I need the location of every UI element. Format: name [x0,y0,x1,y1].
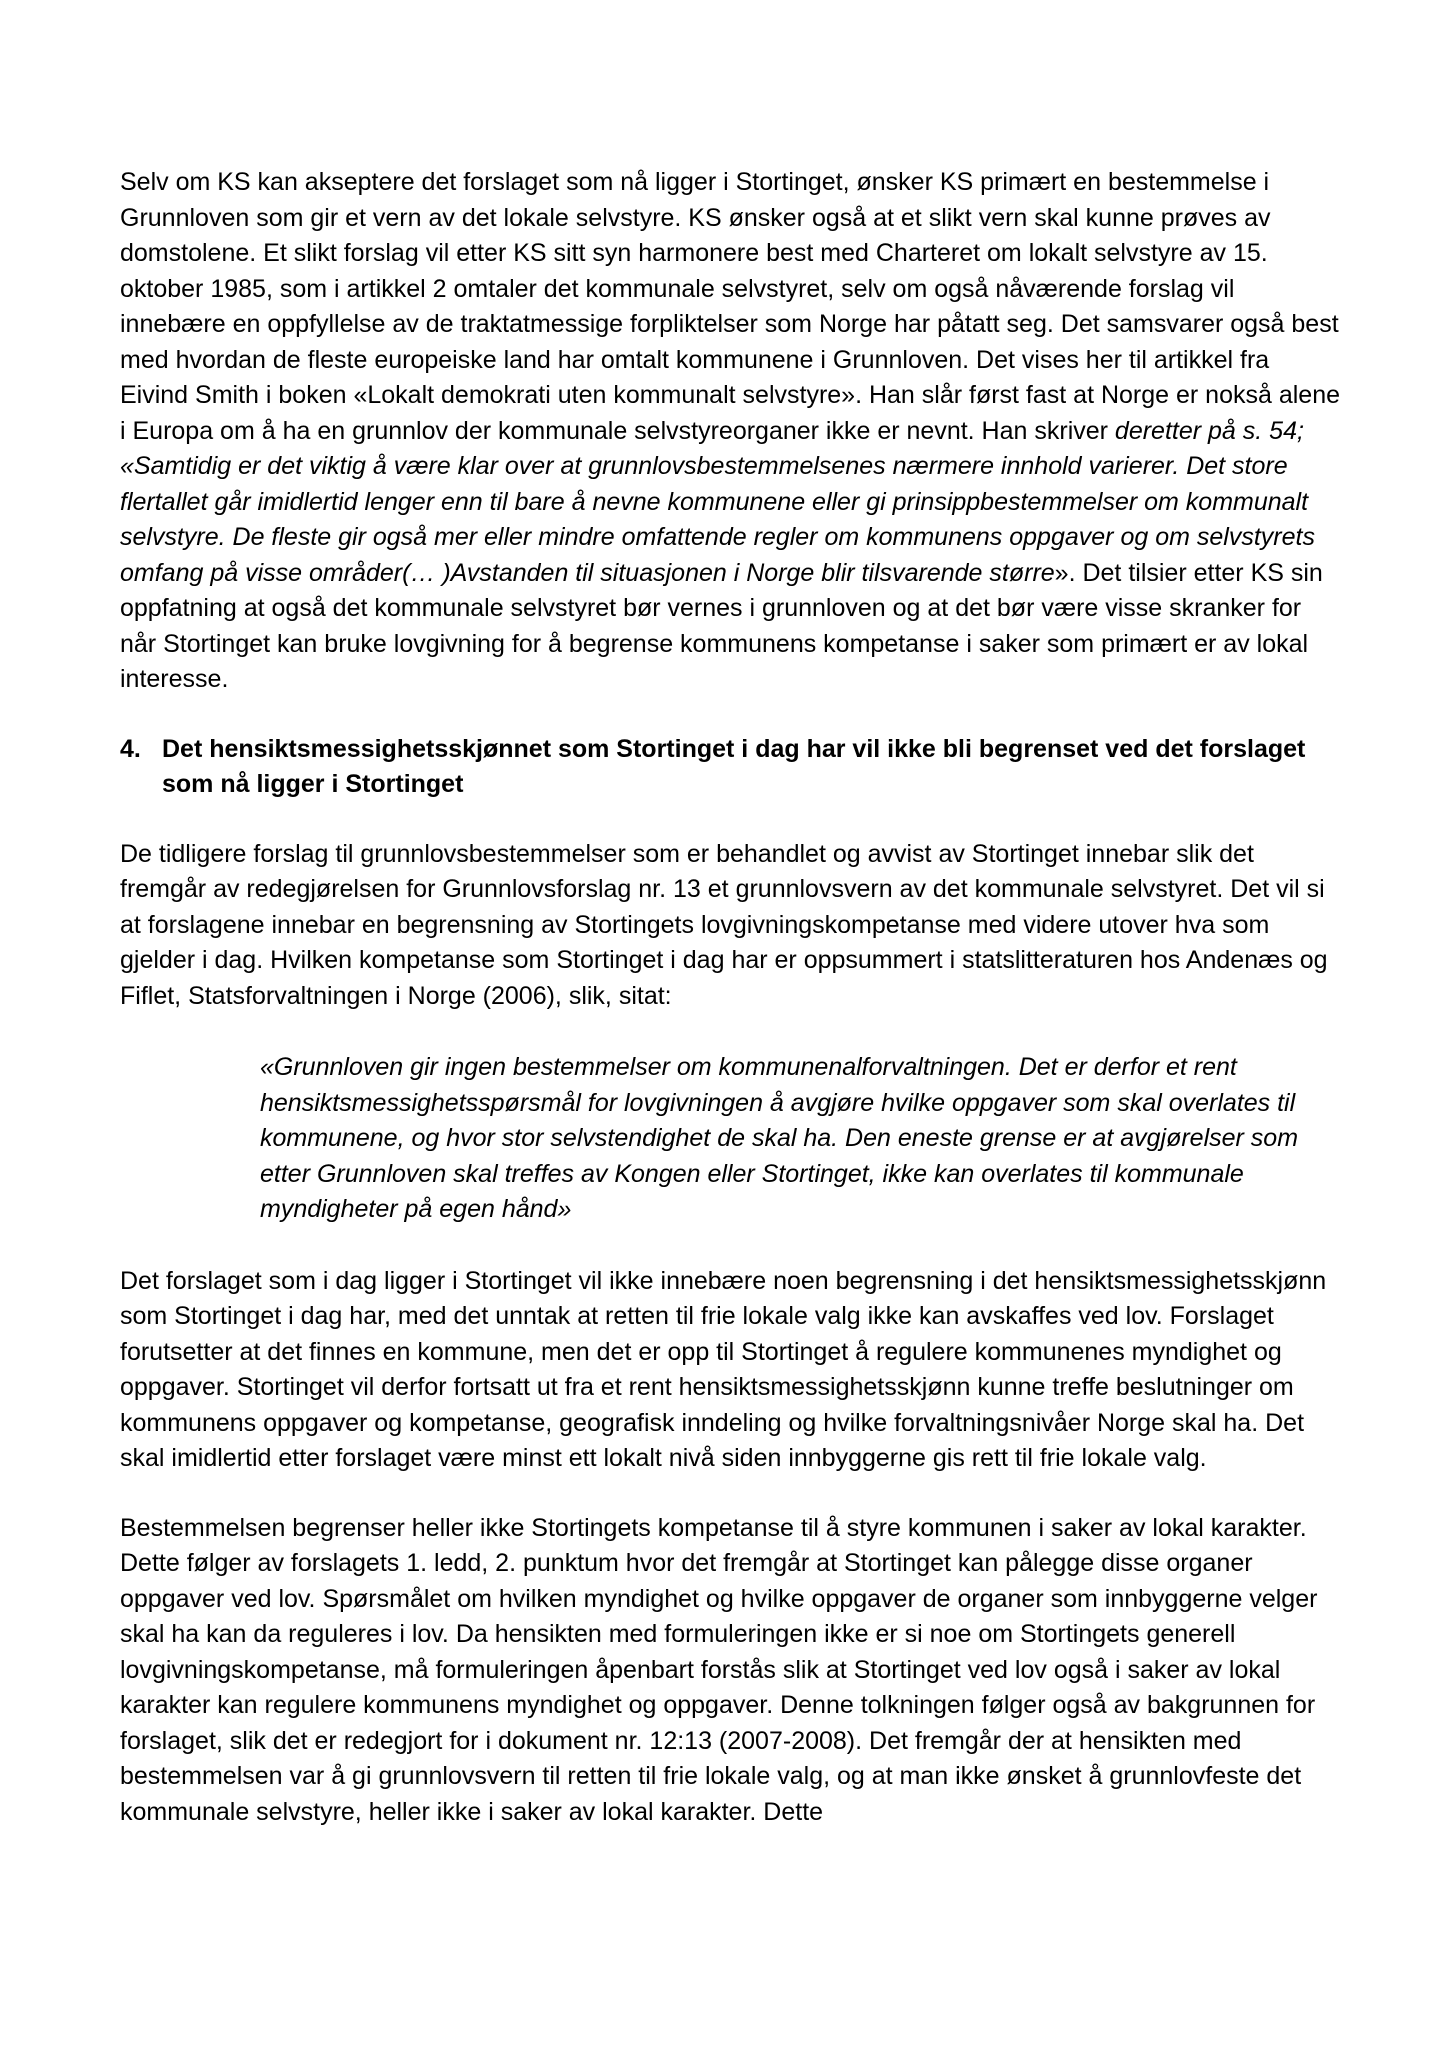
paragraph-current-proposal: Det forslaget som i dag ligger i Stortinget vil ikke innebære noen begrensning i det hensiktsmessighetsskjønn som Stortinget i dag har, med det unntak at retten til frie lokale valg ikke kan avskaffes ved lov. Forslaget forutsetter at det finnes en kommune, men det er opp til Stortinget å regulere kommunenes myndighet og oppgaver. Stortinget vil derfor fortsatt ut fra et rent hensiktsmessighetsskjønn kunne treffe beslutninger om kommunens oppgaver og kompetanse, geografisk inndeling og hvilke forvaltningsnivåer Norge skal ha. Det skal imidlertid etter forslaget være minst ett lokalt nivå siden innbyggerne gis rett til frie lokale valg. [120,1266,1327,1472]
section-4-number: 4. [120,734,141,763]
paragraph-1-text: Selv om KS kan akseptere det forslaget som nå ligger i Stortinget, ønsker KS primært en bestemmelse i Grunnloven som gir et vern av det lokale selvstyre. KS ønsker også at et slikt vern skal kunne prøves av domstolene. Et slikt forslag vil etter KS sitt syn harmonere best med Charteret om lokalt selvstyre av 15. oktober 1985, som i artikkel 2 omtaler det kommunale selvstyret, selv om også nåværende forslag vil innebære en oppfyllelse av de traktatmessige forpliktelser som Norge har påtatt seg. Det samsvarer også best med hvordan de fleste europeiske land har omtalt kommunene i Grunnloven. Det vises her til artikkel fra Eivind Smith i boken «Lokalt demokrati uten kommunalt selvstyre». Han slår først fast at Norge er nokså alene i Europa om å ha en grunnlov der kommunale selvstyreorganer ikke er nevnt. Han skriver [120,168,1341,445]
paragraph-1-text-end: ». Det tilsier etter KS sin oppfatning at også det kommunale selvstyret bør vernes i grunnloven og at det bør være visse skranker for når Stortinget kan bruke lovgivning for å begrense kommunens kompetanse i saker som primært er av lokal interesse. [120,558,1323,693]
document-page [120,165,1342,1830]
paragraph-previous-proposals: De tidligere forslag til grunnlovsbestemmelser som er behandlet og avvist av Stortinget innebar slik det fremgår av redegjørelsen for Grunnlovsforslag nr. 13 et grunnlovsvern av det kommunale selvstyret. Det vil si at forslagene innebar en begrensning av Stortingets lovgivningskompetanse med videre utover hva som gjelder i dag. Hvilken kompetanse som Stortinget i dag har er oppsummert i statslitteraturen hos Andenæs og Fiflet, Statsforvaltningen i Norge (2006), slik, sitat: [120,839,1328,1010]
paragraph-provision-limits: Bestemmelsen begrenser heller ikke Stortingets kompetanse til å styre kommunen i saker av lokal karakter. Dette følger av forslagets 1. ledd, 2. punktum hvor det fremgår at Stortinget kan pålegge disse organer oppgaver ved lov. Spørsmålet om hvilken myndighet og hvilke oppgaver de organer som innbyggerne velger skal ha kan da reguleres i lov. Da hensikten med formuleringen ikke er si noe om Stortingets generell lovgivningskompetanse, må formuleringen åpenbart forstås slik at Stortinget ved lov også i saker av lokal karakter kan regulere kommunens myndighet og oppgaver. Denne tolkningen følger også av bakgrunnen for forslaget, slik det er redegjort for i dokument nr. 12:13 (2007-2008). Det fremgår der at hensikten med bestemmelsen var å gi grunnlovsvern til retten til frie lokale valg, og at man ikke ønsket å grunnlovfeste det kommunale selvstyre, heller ikke i saker av lokal karakter. Dette [120,1513,1318,1826]
paragraph-ks-position [120,165,1342,698]
paragraph-1-italic-citation: deretter på s. 54; «Samtidig er det viktig å være klar over at grunnlovsbestemmelsenes nærmere innhold varierer. Det store flertallet går imidlertid lenger enn til bare å nevne kommunene eller gi prinsippbestemmelser om kommunalt selvstyre. De fleste gir også mer eller mindre omfattende regler om kommunens oppgaver og om selvstyrets omfang på visse områder(… )Avstanden til situasjonen i Norge blir tilsvarende større [120,416,1315,587]
section-4-heading [120,732,1342,803]
block-quote: «Grunnloven gir ingen bestemmelser om kommunenalforvaltningen. Det er derfor et rent hensiktsmessighetsspørsmål for lovgivningen å avgjøre hvilke oppgaver som skal overlates til kommunene, og hvor stor selvstendighet de skal ha. Den eneste grense er at avgjørelser som etter Grunnloven skal treffes av Kongen eller Stortinget, ikke kan overlates til kommunale myndigheter på egen hånd» [260,1053,1299,1223]
section-4-title: Det hensiktsmessighetsskjønnet som Stortinget i dag har vil ikke bli begrenset ved det forslaget som nå ligger i Stortinget [162,734,1306,798]
